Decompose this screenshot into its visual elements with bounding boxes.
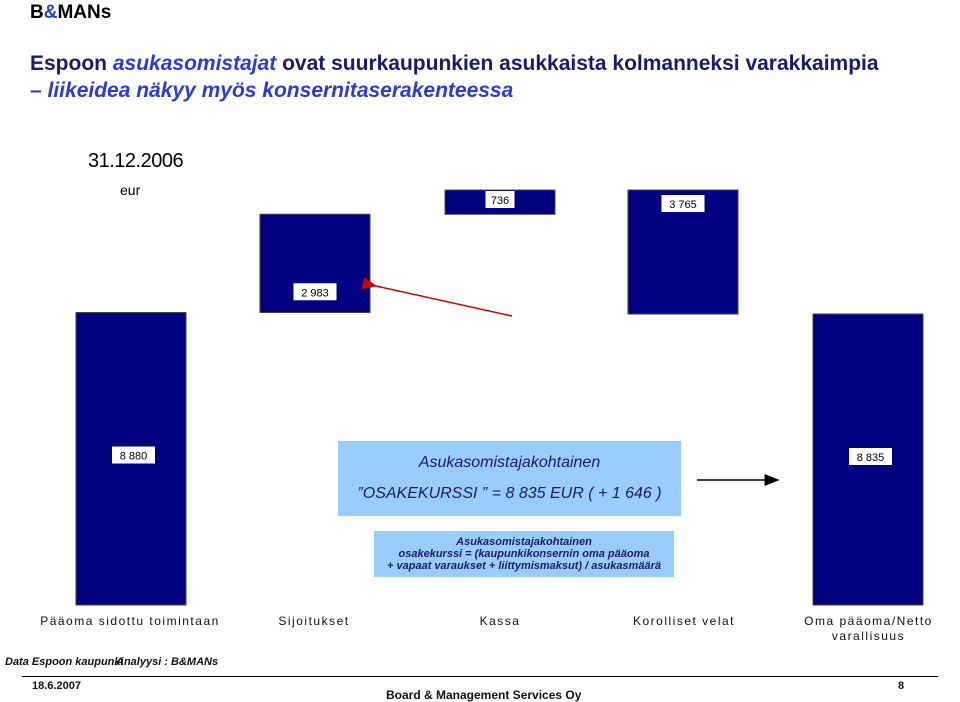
- footer-company: Board & Management Services Oy: [386, 688, 582, 702]
- category-label-4: Korolliset velat: [632, 614, 736, 628]
- value-label-5: 8 835: [856, 452, 885, 465]
- formula-line-3: + vapaat varaukset + liittymismaksut) / asukasmäärä: [387, 560, 661, 572]
- share-price-box: [338, 441, 681, 516]
- category-label-5: Oma pääoma/Netto varallisuus: [804, 614, 933, 643]
- share-price-box-line-1: Asukasomistajakohtainen: [418, 454, 601, 471]
- formula-box: [374, 531, 674, 577]
- source-analysis: Analyysi : B&MANs: [116, 656, 219, 668]
- category-label-1: Pääoma sidottu toimintaan: [40, 614, 220, 628]
- share-price-box-line-2: ”OSAKEKURSSI ” = 8 835 EUR ( + 1 646 ): [357, 485, 662, 502]
- footer-divider: [22, 676, 938, 677]
- page-number: 8: [898, 680, 905, 692]
- logo: B&MANs: [30, 2, 112, 23]
- value-label-1: 8 880: [119, 450, 148, 463]
- unit-label: eur: [120, 182, 141, 198]
- value-label-4: 3 765: [669, 199, 697, 212]
- title-line-1: Espoon asukasomistajat ovat suurkaupunkien asukkaista kolmanneksi varakkaimpia: [30, 52, 879, 75]
- formula-line-1: Asukasomistajakohtainen: [456, 536, 592, 548]
- date-label: 31.12.2006: [88, 150, 184, 172]
- value-label-2: 2 983: [301, 287, 329, 300]
- value-label-3: 736: [490, 195, 510, 208]
- category-label-3: Kassa: [479, 614, 521, 628]
- footer-date: 18.6.2007: [32, 680, 81, 692]
- red-arrow: [376, 286, 512, 316]
- title-line-2: – liikeidea näkyy myös konsernitaserakenteessa: [30, 79, 514, 102]
- source-data: Data Espoon kaupunki: [5, 656, 124, 668]
- category-label-2: Sijoitukset: [278, 614, 350, 628]
- formula-line-2: osakekurssi = (kaupunkikonsernin oma pääoma: [398, 548, 650, 560]
